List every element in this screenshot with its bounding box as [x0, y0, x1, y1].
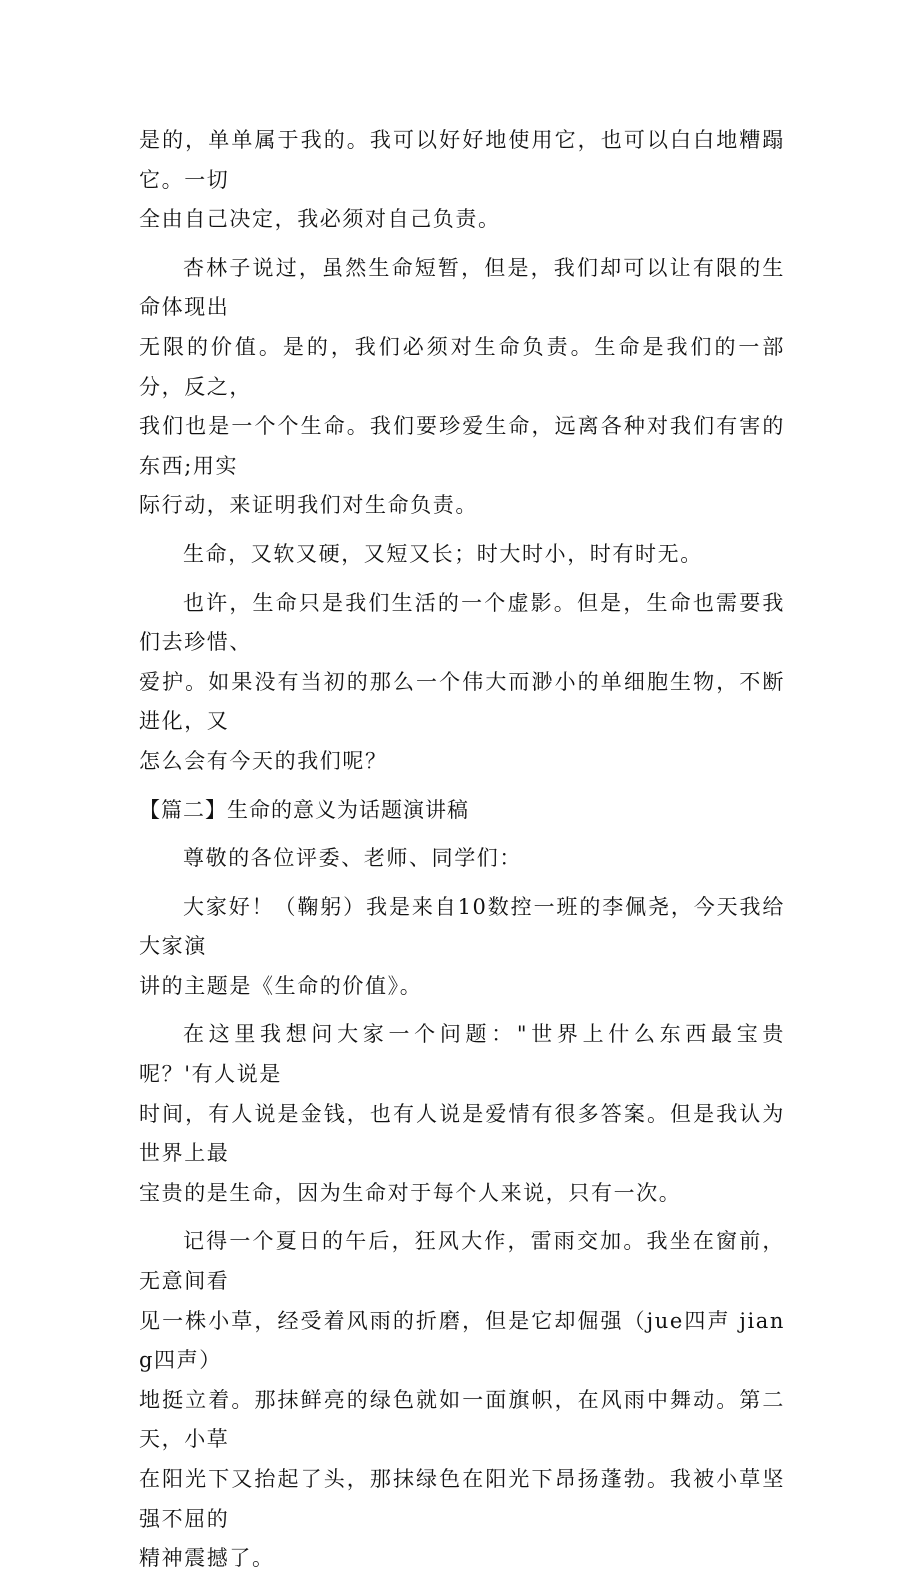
text-line: 在这里我想问大家一个问题："世界上什么东西最宝贵呢？'有人说是	[139, 1022, 785, 1087]
text-line: 无限的价值。是的，我们必须对生命负责。生命是我们的一部分，反之，	[139, 334, 785, 399]
text-line: 也许，生命只是我们生活的一个虚影。但是，生命也需要我们去珍惜、	[139, 590, 785, 655]
text-line: 全由自己决定，我必须对自己负责。	[139, 207, 501, 232]
text-line: 讲的主题是《生命的价值》。	[139, 973, 423, 998]
text-line: 爱护。如果没有当初的那么一个伟大而渺小的单细胞生物，不断进化，又	[139, 669, 785, 734]
text-line: 精神震撼了。	[139, 1546, 275, 1571]
text-line: 尊敬的各位评委、老师、同学们：	[183, 846, 522, 871]
document-body	[139, 121, 785, 1588]
text-line: 际行动，来证明我们对生命负责。	[139, 493, 478, 518]
text-line: 在阳光下又抬起了头，那抹绿色在阳光下昂扬蓬勃。我被小草坚强不屈的	[139, 1467, 785, 1531]
paragraph-6	[139, 888, 785, 1007]
text-line: 大家好！（鞠躬）我是来自10数控一班的李佩尧，今天我给大家演	[139, 894, 785, 959]
text-line: 生命，又软又硬，又短又长；时大时小，时有时无。	[183, 541, 703, 566]
paragraph-1	[139, 121, 785, 240]
text-line: 记得一个夏日的午后，狂风大作，雷雨交加。我坐在窗前，无意间看	[139, 1229, 785, 1294]
section-heading: 【篇二】生命的意义为话题演讲稿	[139, 797, 469, 822]
text-line: 是的，单单属于我的。我可以好好地使用它，也可以白白地糟蹋它。一切	[139, 128, 785, 192]
text-line: 杏林子说过，虽然生命短暂，但是，我们却可以让有限的生命体现出	[139, 255, 785, 320]
paragraph-2	[139, 249, 785, 526]
text-line: 怎么会有今天的我们呢？	[139, 748, 388, 773]
text-line: 时间，有人说是金钱，也有人说是爱情有很多答案。但是我认为世界上最	[139, 1101, 785, 1166]
paragraph-8	[139, 1222, 785, 1578]
paragraph-5	[139, 839, 785, 879]
text-line: 见一株小草，经受着风雨的折磨，但是它却倔强（jue四声 jiang四声）	[139, 1308, 785, 1373]
paragraph-3	[139, 535, 785, 575]
text-line: 我们也是一个个生命。我们要珍爱生命，远离各种对我们有害的东西;用实	[139, 414, 785, 478]
paragraph-4	[139, 584, 785, 782]
text-line: 宝贵的是生命，因为生命对于每个人来说，只有一次。	[139, 1180, 682, 1205]
text-line: 地挺立着。那抹鲜亮的绿色就如一面旗帜，在风雨中舞动。第二天，小草	[139, 1387, 785, 1452]
paragraph-7	[139, 1015, 785, 1213]
